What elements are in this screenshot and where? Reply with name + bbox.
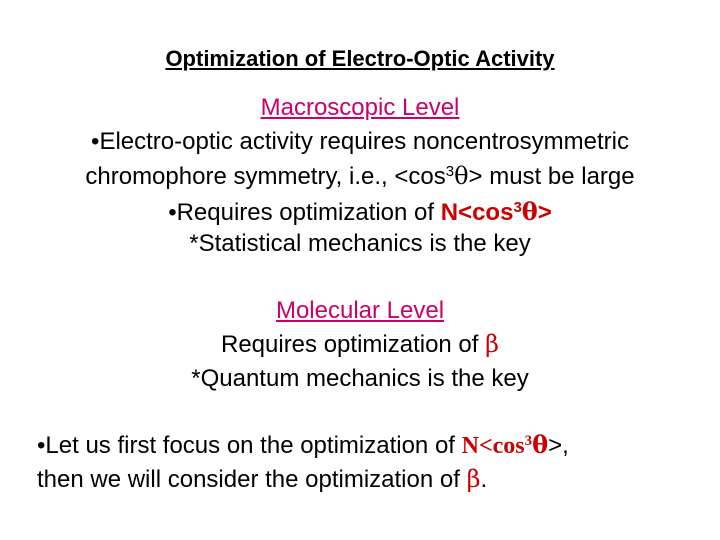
macro-bullet-1-line-2: [0, 162, 720, 191]
macro-bullet-1-text-pre: chromophore symmetry, i.e., <cos: [85, 163, 446, 190]
exponent-3: 3: [524, 433, 533, 449]
beta-symbol: β: [485, 330, 499, 358]
theta-symbol: θ: [454, 162, 469, 190]
macro-bullet-1-text-post: > must be large: [468, 163, 635, 190]
beta-symbol: β: [466, 465, 481, 493]
macro-note: *Statistical mechanics is the key: [189, 230, 531, 257]
theta-symbol: θ: [532, 430, 549, 459]
exponent-3: 3: [513, 199, 522, 216]
macro-bullet-1-line-1: [0, 128, 720, 156]
macro-bullet-2-text: Requires optimization of: [176, 199, 441, 226]
close-bracket: >: [537, 199, 552, 226]
molecular-line-1: [0, 330, 720, 359]
close-bracket-comma: >,: [548, 432, 569, 459]
bullet-icon: •: [37, 432, 46, 459]
conclusion-line-2: [37, 465, 717, 494]
n-cos-text: N<cos: [461, 433, 525, 459]
molecular-note: *Quantum mechanics is the key: [191, 365, 529, 392]
conclusion-line-1-text: Let us first focus on the optimization of: [45, 432, 462, 459]
exponent-3: 3: [445, 163, 455, 180]
n-cos-text: N<cos: [440, 199, 514, 226]
macroscopic-heading: Macroscopic Level: [260, 94, 460, 121]
bullet-icon: •: [91, 128, 100, 155]
n-cos-formula: [441, 199, 552, 226]
molecular-line-1-text: Requires optimization of: [220, 331, 486, 358]
bullet-icon: •: [168, 199, 177, 226]
conclusion-line-1: [37, 430, 717, 460]
slide-title: Optimization of Electro-Optic Activity: [165, 46, 555, 71]
theta-symbol: θ: [521, 197, 538, 226]
conclusion-line-2-text: then we will consider the optimization of: [37, 466, 467, 493]
macro-bullet-2: [0, 197, 720, 227]
period: .: [480, 466, 488, 493]
n-cos-formula-serif: [461, 430, 549, 459]
molecular-heading: Molecular Level: [275, 297, 445, 324]
macro-bullet-1-text: Electro-optic activity requires noncentrosymmetric: [99, 128, 629, 155]
